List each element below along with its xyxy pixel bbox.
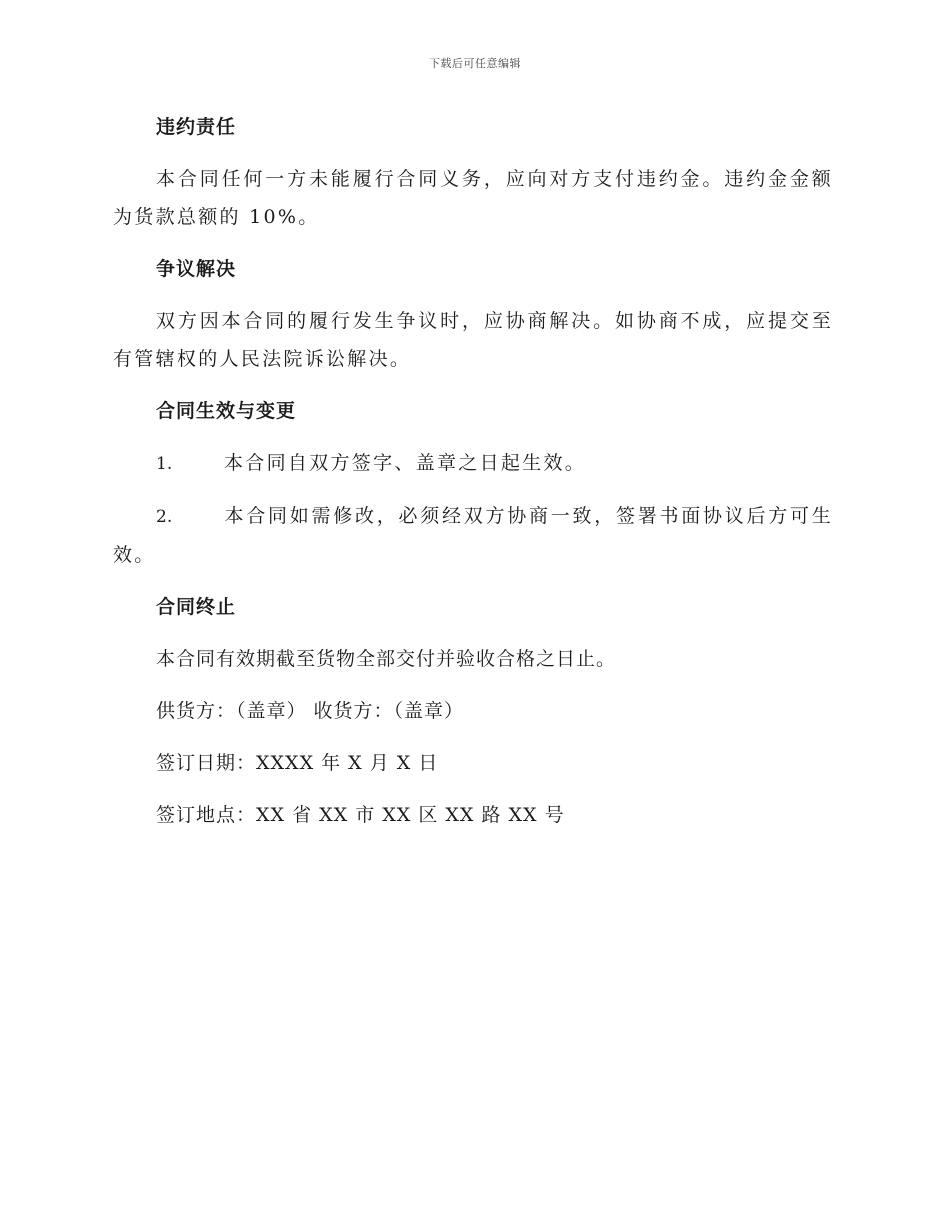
section-title-effect: 合同生效与变更 [156, 400, 297, 422]
section-body-dispute: 双方因本合同的履行发生争议时，应协商解决。如协商不成，应提交至有管辖权的人民法院诉讼解决。 [113, 310, 833, 370]
list-item [113, 497, 833, 574]
signature-place: 签订地点：XX 省 XX 市 XX 区 XX 路 XX 号 [156, 804, 565, 826]
list-text: 本合同自双方签字、盖章之日起生效。 [224, 452, 587, 474]
section-title-termination: 合同终止 [156, 596, 237, 618]
signature-date: 签订日期：XXXX 年 X 月 X 日 [156, 752, 439, 774]
list-item [113, 444, 833, 483]
signature-parties: 供货方：（盖章） 收货方：（盖章） [156, 700, 465, 722]
list-number: 1. [156, 454, 173, 474]
section-body-breach: 本合同任何一方未能履行合同义务，应向对方支付违约金。违约金金额为货款总额的 10%。 [113, 168, 833, 228]
list-text: 本合同如需修改，必须经双方协商一致，签署书面协议后方可生效。 [113, 505, 833, 566]
section-title-dispute: 争议解决 [156, 258, 237, 280]
section-title-breach: 违约责任 [156, 116, 237, 138]
page-header: 下载后可任意编辑 [429, 57, 521, 70]
list-number: 2. [156, 507, 173, 527]
section-body-termination: 本合同有效期截至货物全部交付并验收合格之日止。 [156, 648, 617, 670]
document-body [113, 108, 833, 834]
